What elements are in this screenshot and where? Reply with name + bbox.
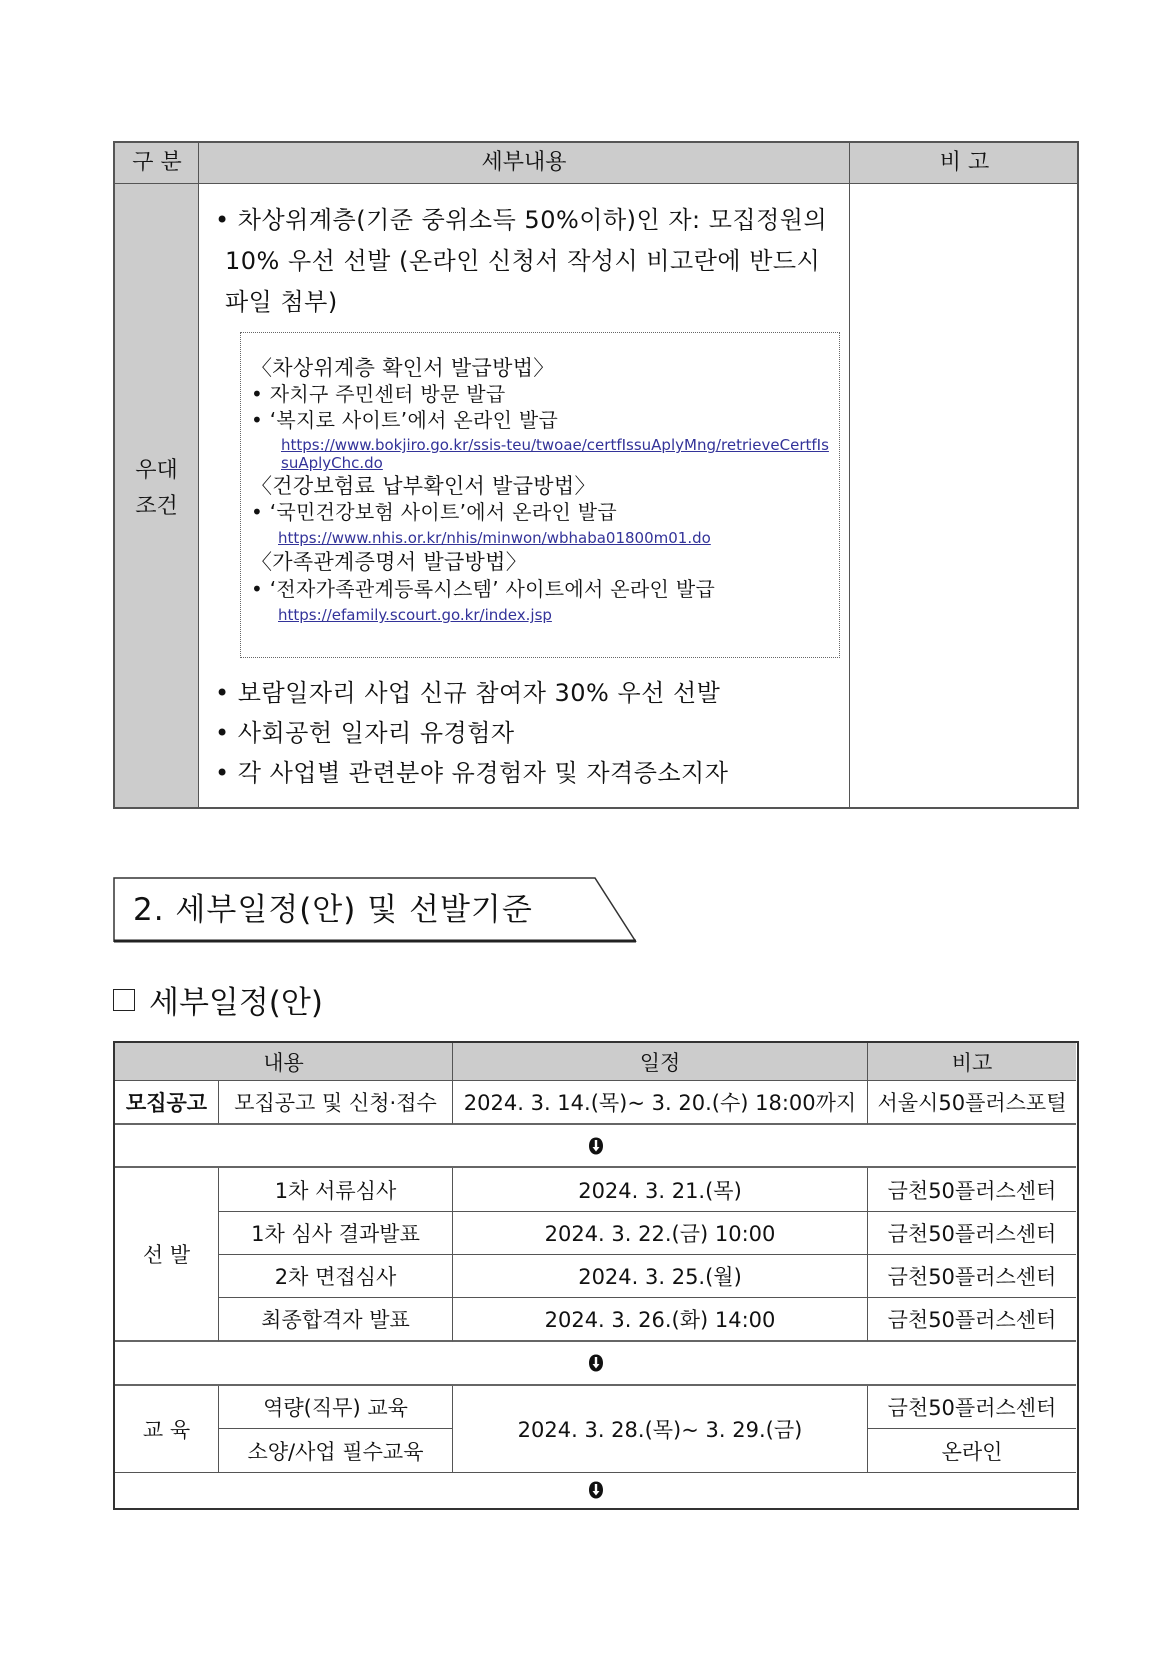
schedule-item: 2차 면접심사 (219, 1255, 453, 1298)
schedule-table (113, 1041, 1079, 1510)
schedule-item: 1차 서류심사 (219, 1168, 453, 1212)
section-title: 2. 세부일정(안) 및 선발기준 (133, 892, 533, 928)
info-section-title: 〈차상위계층 확인서 발급방법〉 (251, 356, 555, 380)
down-arrow-icon (588, 1354, 604, 1372)
header-details: 세부내용 (481, 150, 567, 175)
checkbox-square-icon (113, 989, 135, 1011)
info-item: • ‘복지로 사이트’에서 온라인 발급 (251, 408, 559, 432)
schedule-note: 금천50플러스센터 (868, 1212, 1076, 1255)
section-heading (113, 877, 638, 943)
schedule-note: 금천50플러스센터 (868, 1168, 1076, 1212)
bokjiro-link[interactable]: https://www.bokjiro.go.kr/ssis-teu/twoae/certfIssuAplyMng/retrieveCertfIs (281, 436, 829, 454)
efamily-link[interactable]: https://efamily.scourt.go.kr/index.jsp (278, 606, 552, 624)
subsection-heading (113, 980, 323, 1026)
info-item: • ‘전자가족관계등록시스템’ 사이트에서 온라인 발급 (251, 577, 716, 601)
header-category: 구 분 (132, 150, 182, 175)
header-remarks: 비 고 (939, 150, 990, 175)
schedule-date: 2024. 3. 21.(목) (453, 1168, 868, 1212)
bullet-item: • 사회공헌 일자리 유경험자 (215, 719, 515, 747)
info-section-title: 〈건강보험료 납부확인서 발급방법〉 (251, 474, 596, 498)
header-schedule: 일정 (453, 1043, 868, 1081)
column-divider (849, 143, 850, 807)
category-label (115, 453, 198, 525)
header-content: 내용 (115, 1043, 453, 1081)
nhis-link[interactable]: https://www.nhis.or.kr/nhis/minwon/wbhaba01800m01.do (278, 529, 711, 547)
schedule-item: 역량(직무) 교육 (219, 1386, 453, 1429)
subsection-title: 세부일정(안) (149, 985, 323, 1021)
category-label-line: 우대 (135, 458, 178, 483)
arrow-row (115, 1473, 1076, 1507)
info-section-title: 〈가족관계증명서 발급방법〉 (251, 550, 528, 574)
main-bullet-line: 파일 첨부) (225, 288, 338, 316)
schedule-date: 2024. 3. 28.(목)~ 3. 29.(금) (453, 1386, 868, 1473)
schedule-date: 2024. 3. 14.(목)~ 3. 20.(수) 18:00까지 (453, 1081, 868, 1125)
main-bullet-line: • 차상위계층(기준 중위소득 50%이하)인 자: 모집정원의 (215, 206, 828, 234)
schedule-date: 2024. 3. 22.(금) 10:00 (453, 1212, 868, 1255)
bullet-item: • 각 사업별 관련분야 유경험자 및 자격증소지자 (215, 759, 729, 787)
group-selection: 선 발 (115, 1168, 219, 1342)
header-remarks: 비고 (868, 1043, 1076, 1081)
schedule-note: 서울시50플러스포털 (868, 1081, 1076, 1125)
bullet-item: • 보람일자리 사업 신규 참여자 30% 우선 선발 (215, 679, 721, 707)
down-arrow-icon (588, 1481, 604, 1499)
schedule-note: 금천50플러스센터 (868, 1386, 1076, 1429)
category-label-line: 조건 (135, 494, 178, 519)
schedule-item: 1차 심사 결과발표 (219, 1212, 453, 1255)
arrow-row (115, 1342, 1076, 1386)
issuance-info-box (240, 332, 840, 658)
main-bullet (215, 200, 845, 323)
schedule-note: 금천50플러스센터 (868, 1255, 1076, 1298)
preference-conditions-table (113, 141, 1079, 809)
schedule-item: 최종합격자 발표 (219, 1298, 453, 1342)
schedule-date: 2024. 3. 25.(월) (453, 1255, 868, 1298)
main-bullet-line: 10% 우선 선발 (온라인 신청서 작성시 비고란에 반드시 (225, 247, 821, 275)
schedule-item: 소양/사업 필수교육 (219, 1429, 453, 1473)
schedule-date: 2024. 3. 26.(화) 14:00 (453, 1298, 868, 1342)
info-item: • ‘국민건강보험 사이트’에서 온라인 발급 (251, 500, 617, 524)
bokjiro-link-continued[interactable]: suAplyChc.do (281, 454, 383, 472)
group-education: 교 육 (115, 1386, 219, 1473)
info-item: • 자치구 주민센터 방문 발급 (251, 382, 506, 406)
schedule-item: 모집공고 및 신청·접수 (219, 1081, 453, 1125)
group-recruit: 모집공고 (115, 1081, 219, 1125)
schedule-note: 온라인 (868, 1429, 1076, 1473)
schedule-note: 금천50플러스센터 (868, 1298, 1076, 1342)
down-arrow-icon (588, 1137, 604, 1155)
arrow-row (115, 1125, 1076, 1168)
